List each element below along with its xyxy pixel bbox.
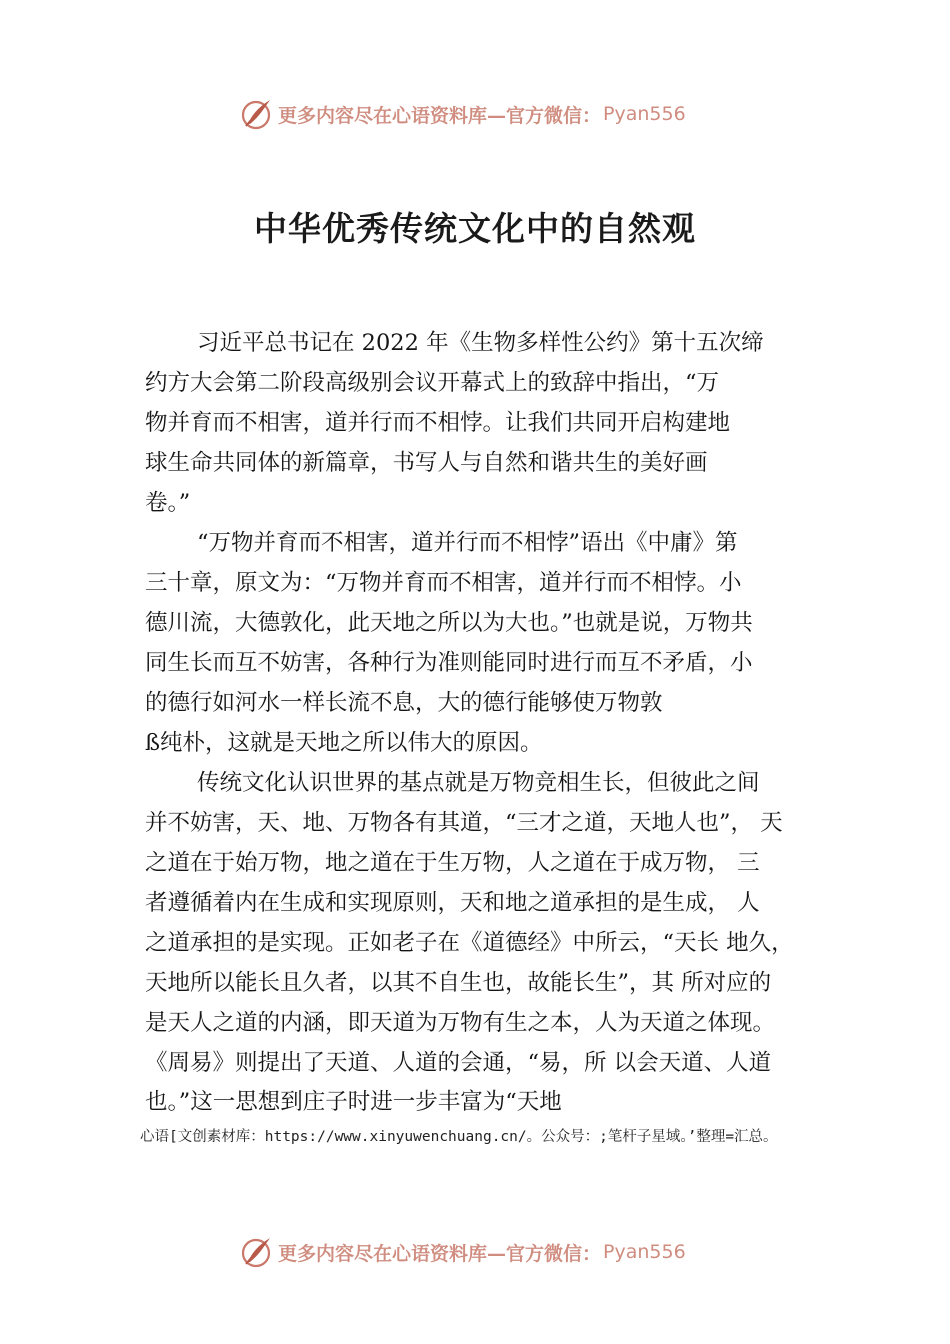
source-note: 心语[文创素材库：https://www.xinyuwenchuang.cn/。公众号：;笔杆子星域。’整理=汇总。: [140, 1129, 778, 1145]
text-line: ß纯朴，这就是天地之所以伟大的原因。: [145, 730, 543, 756]
text-line: 德川流，大德敦化，此天地之所以为大也。”也就是说，万物共: [145, 610, 753, 636]
text-line: “万物并育而不相害，道并行而不相悖”语出《中庸》第: [197, 530, 738, 556]
banner-text: 更多内容尽在心语资料库—官方微信：: [278, 1242, 602, 1265]
text-line: 物并育而不相害，道并行而不相悖。让我们共同开启构建地: [145, 410, 731, 436]
text-line: 并不妨害，天、地、万物各有其道，“三才之道，天地人也”， 天: [145, 810, 783, 836]
text-line: 天地所以能长且久者，以其不自生也，故能长生”，其 所对应的: [145, 970, 772, 996]
text-line: 同生长而互不妨害，各种行为准则能同时进行而互不矛盾，小: [145, 650, 753, 676]
text-line: 卷。”: [145, 490, 191, 516]
quill-logo-icon: [238, 1234, 274, 1270]
wechat-id: Pyan556: [603, 103, 686, 125]
quill-logo-icon: [238, 96, 274, 132]
text-line: 之道承担的是实现。正如老子在《道德经》中所云，“天长 地久，: [145, 930, 794, 956]
footer-banner: [238, 1232, 758, 1272]
text-line: 也。”这一思想到庄子时进一步丰富为“天地: [145, 1089, 562, 1115]
text-line: 球生命共同体的新篇章，书写人与自然和谐共生的美好画: [145, 450, 708, 476]
banner-text: 更多内容尽在心语资料库—官方微信：: [278, 104, 602, 127]
text-line: 之道在于始万物，地之道在于生万物，人之道在于成万物， 三: [145, 850, 760, 876]
text-line: 的德行如河水一样长流不息，大的德行能够使万物敦: [145, 690, 663, 716]
text-line: 是天人之道的内涵，即天道为万物有生之本，人为天道之体现。: [145, 1010, 776, 1036]
text-line: 者遵循着内在生成和实现原则，天和地之道承担的是生成， 人: [145, 890, 760, 916]
text-line: 约方大会第二阶段高级别会议开幕式上的致辞中指出，“万: [145, 370, 720, 396]
text-line: 《周易》则提出了天道、人道的会通，“易，所 以会天道、人道: [145, 1050, 772, 1076]
wechat-id: Pyan556: [603, 1241, 686, 1263]
header-banner: [238, 94, 758, 134]
document-title: 中华优秀传统文化中的自然观: [254, 209, 696, 248]
text-line: 三十章，原文为：“万物并育而不相害，道并行而不相悖。小: [145, 570, 742, 596]
text-line: 习近平总书记在 2022 年《生物多样性公约》第十五次缔: [197, 330, 764, 356]
text-line: 传统文化认识世界的基点就是万物竞相生长，但彼此之间: [197, 770, 760, 796]
